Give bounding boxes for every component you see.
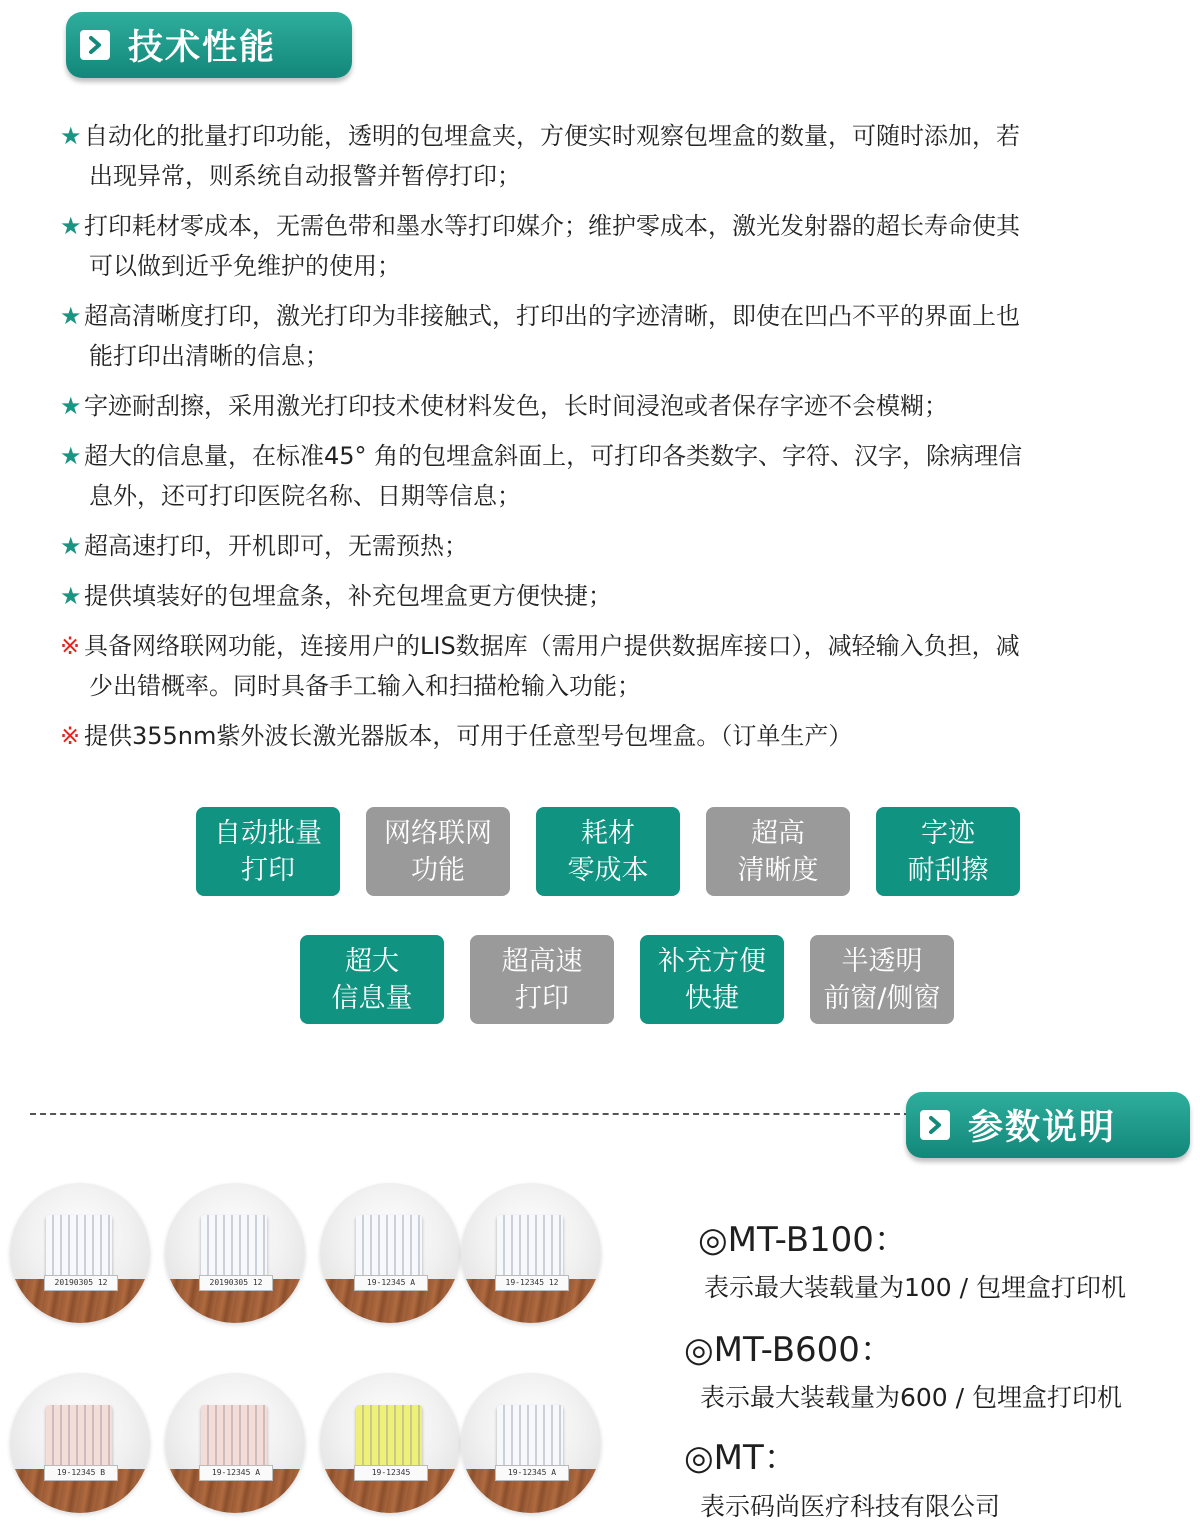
- cassette-image: [201, 1405, 267, 1467]
- badge-scratch-resistant: 字迹 耐刮擦: [876, 807, 1020, 896]
- badge-translucent-window: 半透明 前窗/侧窗: [810, 935, 954, 1024]
- spec-description: 表示最大装载量为100 / 包埋盒打印机: [704, 1273, 1127, 1302]
- feature-item: ★ 打印耗材零成本，无需色带和墨水等打印媒介；维护零成本，激光发射器的超长寿命使其 可以做到近乎免维护的使用；: [60, 206, 1170, 286]
- cassette-label: 19-12345 A: [199, 1465, 273, 1481]
- spec-description: 表示最大装载量为600 / 包埋盒打印机: [700, 1383, 1123, 1412]
- cassette-label: 19-12345 B: [44, 1465, 118, 1481]
- cassette-image: [356, 1405, 422, 1467]
- product-photo: [165, 1183, 305, 1323]
- star-icon: ★: [60, 302, 82, 330]
- section-header-tech: [66, 12, 352, 78]
- badge-high-definition: 超高 清晰度: [706, 807, 850, 896]
- star-icon: ★: [60, 122, 82, 150]
- badge-zero-cost: 耗材 零成本: [536, 807, 680, 896]
- feature-item: ★ 自动化的批量打印功能，透明的包埋盒夹，方便实时观察包埋盒的数量，可随时添加，若 出现异常，则系统自动报警并暂停打印；: [60, 116, 1170, 196]
- cassette-label: 19-12345 12: [495, 1275, 569, 1291]
- dashed-divider: [30, 1113, 910, 1115]
- cassette-label: 19-12345: [354, 1465, 428, 1481]
- star-icon: ★: [60, 582, 82, 610]
- note-mark-icon: ※: [60, 722, 81, 750]
- cassette-image: [497, 1405, 563, 1467]
- star-icon: ★: [60, 392, 82, 420]
- cassette-image: [46, 1405, 112, 1467]
- section-title: 参数说明: [968, 1108, 1117, 1148]
- badge-batch-print: 自动批量 打印: [196, 807, 340, 896]
- feature-item: ★ 提供填装好的包埋盒条，补充包埋盒更方便快捷；: [60, 576, 1170, 616]
- chevron-right-icon: [920, 1110, 950, 1140]
- section-title: 技术性能: [128, 28, 277, 68]
- star-icon: ★: [60, 212, 82, 240]
- note-mark-icon: ※: [60, 632, 81, 660]
- cassette-label: 19-12345 A: [495, 1465, 569, 1481]
- spec-model-name: ◎MT-B600：: [684, 1330, 894, 1370]
- badge-high-speed: 超高速 打印: [470, 935, 614, 1024]
- feature-item: ※ 提供355nm紫外波长激光器版本，可用于任意型号包埋盒。（订单生产）: [60, 716, 1170, 756]
- product-photo: [10, 1373, 150, 1513]
- feature-list: [60, 116, 1170, 766]
- star-icon: ★: [60, 532, 82, 560]
- product-photo: [461, 1183, 601, 1323]
- product-photo: [10, 1183, 150, 1323]
- badge-network: 网络联网 功能: [366, 807, 510, 896]
- badge-large-info: 超大 信息量: [300, 935, 444, 1024]
- cassette-label: 20190305 12: [199, 1275, 273, 1291]
- product-photo: [320, 1373, 460, 1513]
- spec-model-name: ◎MT-B100：: [698, 1220, 908, 1260]
- cassette-image: [201, 1215, 267, 1277]
- chevron-right-icon: [80, 30, 110, 60]
- feature-item: ★ 超大的信息量，在标准45° 角的包埋盒斜面上，可打印各类数字、字符、汉字，除病理信 息外，还可打印医院名称、日期等信息；: [60, 436, 1170, 516]
- spec-description: 表示码尚医疗科技有限公司: [700, 1492, 1001, 1521]
- product-photo: [165, 1373, 305, 1513]
- feature-item: ★ 超高速打印，开机即可，无需预热；: [60, 526, 1170, 566]
- badge-easy-refill: 补充方便 快捷: [640, 935, 784, 1024]
- product-photo: [461, 1373, 601, 1513]
- star-icon: ★: [60, 442, 82, 470]
- section-header-params: [906, 1092, 1190, 1158]
- product-photo: [320, 1183, 460, 1323]
- cassette-image: [356, 1215, 422, 1277]
- feature-item: ※ 具备网络联网功能，连接用户的LIS数据库（需用户提供数据库接口），减轻输入负担，减 少出错概率。同时具备手工输入和扫描枪输入功能；: [60, 626, 1170, 706]
- cassette-image: [497, 1215, 563, 1277]
- cassette-label: 19-12345 A: [354, 1275, 428, 1291]
- spec-model-name: ◎MT：: [684, 1438, 798, 1478]
- feature-item: ★ 字迹耐刮擦，采用激光打印技术使材料发色，长时间浸泡或者保存字迹不会模糊；: [60, 386, 1170, 426]
- cassette-label: 20190305 12: [44, 1275, 118, 1291]
- cassette-image: [46, 1215, 112, 1277]
- feature-item: ★ 超高清晰度打印，激光打印为非接触式，打印出的字迹清晰，即使在凹凸不平的界面上也 能打印出清晰的信息；: [60, 296, 1170, 376]
